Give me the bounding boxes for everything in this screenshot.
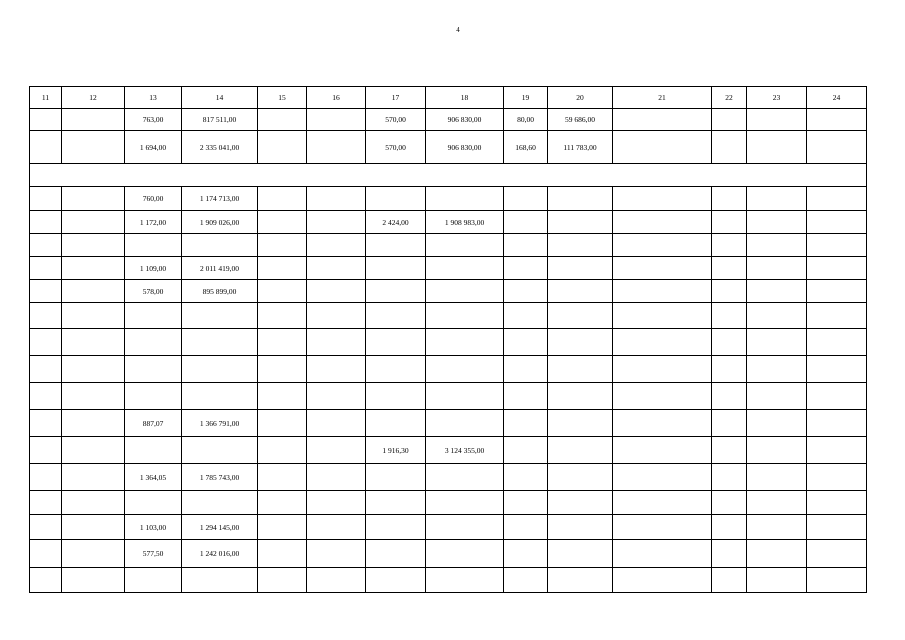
table-cell	[807, 515, 867, 540]
table-cell: 1 364,05	[125, 464, 182, 491]
table-cell	[307, 540, 366, 568]
table-cell: 1 174 713,00	[182, 187, 258, 211]
table-cell	[30, 568, 62, 593]
table-row	[30, 303, 867, 329]
table-cell: 1 294 145,00	[182, 515, 258, 540]
table-cell	[747, 303, 807, 329]
column-header: 15	[258, 87, 307, 109]
column-header: 20	[548, 87, 613, 109]
table-cell	[712, 257, 747, 280]
table-cell	[548, 234, 613, 257]
table-cell: 1 785 743,00	[182, 464, 258, 491]
table-cell	[504, 257, 548, 280]
table-cell	[504, 515, 548, 540]
table-cell	[613, 356, 712, 383]
table-cell	[712, 187, 747, 211]
table-cell	[747, 437, 807, 464]
table-row	[30, 410, 867, 437]
table-cell	[613, 437, 712, 464]
table-cell	[62, 540, 125, 568]
table-cell	[258, 234, 307, 257]
table-row	[30, 464, 867, 491]
table-cell	[747, 257, 807, 280]
table-cell	[30, 187, 62, 211]
column-header: 17	[366, 87, 426, 109]
table-cell	[807, 257, 867, 280]
table-cell	[307, 515, 366, 540]
table-row	[30, 437, 867, 464]
table-cell	[747, 234, 807, 257]
table-cell: 2 335 041,00	[182, 131, 258, 164]
table-cell	[712, 303, 747, 329]
table-cell	[258, 303, 307, 329]
table-cell	[747, 131, 807, 164]
table-cell	[747, 109, 807, 131]
table-cell	[258, 437, 307, 464]
table-cell	[182, 568, 258, 593]
table-cell	[613, 410, 712, 437]
table-cell	[807, 131, 867, 164]
table-row	[30, 257, 867, 280]
table-cell	[62, 491, 125, 515]
table-cell: 763,00	[125, 109, 182, 131]
table-cell	[30, 257, 62, 280]
table-cell	[504, 356, 548, 383]
table-cell	[426, 491, 504, 515]
table-row	[30, 515, 867, 540]
table-cell	[30, 437, 62, 464]
table-cell: 895 899,00	[182, 280, 258, 303]
table-cell	[30, 515, 62, 540]
table-cell	[125, 329, 182, 356]
table-cell	[426, 329, 504, 356]
table-cell	[307, 410, 366, 437]
table-cell	[712, 410, 747, 437]
table-cell	[613, 329, 712, 356]
table-cell	[807, 437, 867, 464]
table-cell	[548, 257, 613, 280]
table-cell	[504, 437, 548, 464]
table-cell	[504, 491, 548, 515]
table-cell: 578,00	[125, 280, 182, 303]
table-cell	[613, 131, 712, 164]
table-cell	[62, 187, 125, 211]
table-cell	[548, 491, 613, 515]
table-cell	[548, 568, 613, 593]
table-cell	[712, 356, 747, 383]
table-cell	[504, 383, 548, 410]
table-cell	[426, 383, 504, 410]
table-cell	[30, 109, 62, 131]
table-cell	[807, 187, 867, 211]
table-cell	[30, 131, 62, 164]
table-cell	[258, 329, 307, 356]
table-cell	[307, 303, 366, 329]
table-cell	[258, 356, 307, 383]
table-cell	[712, 491, 747, 515]
table-cell	[258, 568, 307, 593]
column-header: 18	[426, 87, 504, 109]
table-cell	[307, 356, 366, 383]
table-cell	[366, 280, 426, 303]
table-cell	[258, 280, 307, 303]
table-cell	[747, 187, 807, 211]
table-cell	[307, 383, 366, 410]
table-cell	[548, 187, 613, 211]
table-cell	[504, 234, 548, 257]
table-row	[30, 131, 867, 164]
table-cell	[807, 303, 867, 329]
table-cell	[807, 383, 867, 410]
table-cell	[62, 234, 125, 257]
table-cell	[30, 303, 62, 329]
table-cell	[307, 234, 366, 257]
table-cell	[125, 568, 182, 593]
table-cell	[807, 280, 867, 303]
table-cell	[307, 568, 366, 593]
table-cell	[504, 187, 548, 211]
table-cell	[258, 515, 307, 540]
table-cell	[613, 280, 712, 303]
table-cell	[426, 410, 504, 437]
table-cell	[426, 234, 504, 257]
table-cell	[426, 257, 504, 280]
table-cell	[366, 329, 426, 356]
table-cell	[62, 257, 125, 280]
table-cell	[712, 329, 747, 356]
table-cell: 1 366 791,00	[182, 410, 258, 437]
table-cell	[62, 329, 125, 356]
table-cell: 1 909 026,00	[182, 211, 258, 234]
table-cell	[307, 329, 366, 356]
table-cell	[366, 234, 426, 257]
table-cell	[504, 280, 548, 303]
table-cell	[426, 515, 504, 540]
table-cell	[258, 109, 307, 131]
table-cell	[807, 356, 867, 383]
table-cell	[613, 234, 712, 257]
table-cell	[613, 383, 712, 410]
table-cell	[504, 568, 548, 593]
table-cell	[712, 464, 747, 491]
table-cell	[613, 187, 712, 211]
table-cell	[258, 540, 307, 568]
column-header: 11	[30, 87, 62, 109]
table-cell	[504, 303, 548, 329]
table-cell	[125, 234, 182, 257]
table-cell	[62, 464, 125, 491]
column-header: 24	[807, 87, 867, 109]
table-cell	[182, 303, 258, 329]
table-row	[30, 211, 867, 234]
table-cell	[62, 280, 125, 303]
table-cell	[62, 211, 125, 234]
table-row	[30, 234, 867, 257]
table-cell	[548, 464, 613, 491]
table-cell	[747, 356, 807, 383]
table-cell	[366, 187, 426, 211]
table-row	[30, 109, 867, 131]
page-number: 4	[456, 26, 460, 34]
table-cell	[307, 464, 366, 491]
table-cell	[258, 211, 307, 234]
data-table	[29, 86, 867, 593]
table-cell	[712, 540, 747, 568]
table-cell	[712, 211, 747, 234]
table-cell	[125, 383, 182, 410]
table-cell: 577,50	[125, 540, 182, 568]
table-cell	[258, 131, 307, 164]
table-cell	[62, 515, 125, 540]
table-cell	[548, 437, 613, 464]
table-cell	[307, 187, 366, 211]
table-cell	[426, 303, 504, 329]
table-cell: 570,00	[366, 109, 426, 131]
table-cell	[548, 329, 613, 356]
table-cell	[747, 515, 807, 540]
table-cell	[504, 540, 548, 568]
table-cell	[548, 303, 613, 329]
section-cell	[30, 164, 867, 187]
table-cell	[62, 303, 125, 329]
table-cell	[62, 410, 125, 437]
table-cell	[30, 280, 62, 303]
table-cell	[182, 437, 258, 464]
table-cell	[807, 211, 867, 234]
column-header: 16	[307, 87, 366, 109]
table-cell: 760,00	[125, 187, 182, 211]
table-cell	[307, 257, 366, 280]
table-cell	[747, 410, 807, 437]
table-cell	[747, 568, 807, 593]
table-cell: 1 694,00	[125, 131, 182, 164]
table-cell	[712, 568, 747, 593]
table-cell	[613, 515, 712, 540]
table-cell: 168,60	[504, 131, 548, 164]
column-header: 22	[712, 87, 747, 109]
table-cell	[807, 464, 867, 491]
table-cell	[366, 303, 426, 329]
table-cell	[807, 109, 867, 131]
table-cell	[712, 109, 747, 131]
table-cell	[548, 410, 613, 437]
table-cell	[258, 464, 307, 491]
table-cell	[30, 464, 62, 491]
table-cell	[125, 303, 182, 329]
table-cell	[62, 568, 125, 593]
table-cell	[747, 280, 807, 303]
table-cell	[366, 257, 426, 280]
table-cell	[366, 383, 426, 410]
table-cell	[807, 540, 867, 568]
table-row	[30, 280, 867, 303]
table-cell: 80,00	[504, 109, 548, 131]
table-cell	[747, 211, 807, 234]
table-cell: 906 830,00	[426, 109, 504, 131]
table-cell	[712, 131, 747, 164]
table-cell	[613, 568, 712, 593]
table-cell	[30, 211, 62, 234]
table-cell	[182, 356, 258, 383]
table-cell	[712, 280, 747, 303]
table-cell	[366, 464, 426, 491]
table-cell: 1 908 983,00	[426, 211, 504, 234]
table-cell	[426, 280, 504, 303]
table-cell	[366, 491, 426, 515]
column-header: 13	[125, 87, 182, 109]
table-cell	[182, 234, 258, 257]
table-cell	[747, 383, 807, 410]
table-cell	[125, 437, 182, 464]
table-cell: 1 242 016,00	[182, 540, 258, 568]
table-cell	[307, 491, 366, 515]
table-cell: 906 830,00	[426, 131, 504, 164]
table-cell	[62, 383, 125, 410]
table-cell	[426, 464, 504, 491]
table-cell	[366, 515, 426, 540]
table-cell	[307, 280, 366, 303]
table-cell	[366, 540, 426, 568]
table-cell: 1 103,00	[125, 515, 182, 540]
table-cell	[426, 187, 504, 211]
table-cell	[807, 491, 867, 515]
table-cell	[258, 383, 307, 410]
table-cell	[426, 568, 504, 593]
table-row	[30, 491, 867, 515]
table-cell	[712, 515, 747, 540]
header-row	[30, 87, 867, 109]
table-cell: 2 424,00	[366, 211, 426, 234]
table-cell	[747, 329, 807, 356]
table-cell	[307, 109, 366, 131]
table-cell: 3 124 355,00	[426, 437, 504, 464]
table-cell: 59 686,00	[548, 109, 613, 131]
table-cell	[307, 211, 366, 234]
table-row	[30, 383, 867, 410]
table-cell: 817 511,00	[182, 109, 258, 131]
table-cell: 2 011 419,00	[182, 257, 258, 280]
column-header: 23	[747, 87, 807, 109]
table-cell	[747, 540, 807, 568]
table-cell	[30, 234, 62, 257]
table-cell	[712, 383, 747, 410]
table-cell	[426, 540, 504, 568]
table-row	[30, 187, 867, 211]
table-cell	[182, 491, 258, 515]
table-cell	[504, 329, 548, 356]
table-row	[30, 356, 867, 383]
table-cell	[504, 410, 548, 437]
table-row	[30, 540, 867, 568]
table-cell: 1 916,30	[366, 437, 426, 464]
table-cell	[182, 329, 258, 356]
table-cell	[613, 464, 712, 491]
table-cell	[548, 383, 613, 410]
table-cell: 111 783,00	[548, 131, 613, 164]
table-cell	[613, 540, 712, 568]
table-cell	[258, 187, 307, 211]
column-header: 19	[504, 87, 548, 109]
table-cell: 570,00	[366, 131, 426, 164]
table-cell	[125, 356, 182, 383]
table-cell	[504, 211, 548, 234]
column-header: 21	[613, 87, 712, 109]
table-cell	[504, 464, 548, 491]
table-cell	[712, 437, 747, 464]
table-cell	[613, 211, 712, 234]
table-cell	[62, 109, 125, 131]
table-cell	[258, 491, 307, 515]
table-cell	[613, 257, 712, 280]
table-cell	[30, 491, 62, 515]
table-row	[30, 329, 867, 356]
table-cell	[548, 356, 613, 383]
table-cell	[307, 437, 366, 464]
table-cell	[747, 491, 807, 515]
table-cell	[307, 131, 366, 164]
table-cell	[258, 410, 307, 437]
table-cell	[62, 356, 125, 383]
table-cell	[613, 491, 712, 515]
table-cell	[366, 568, 426, 593]
table-cell	[548, 211, 613, 234]
table-cell: 887,07	[125, 410, 182, 437]
table-cell	[30, 383, 62, 410]
table-cell	[712, 234, 747, 257]
table-cell	[62, 131, 125, 164]
table-row	[30, 568, 867, 593]
table-cell	[30, 356, 62, 383]
table-cell	[30, 540, 62, 568]
table-cell	[548, 515, 613, 540]
table-cell	[30, 410, 62, 437]
table-cell	[366, 410, 426, 437]
table-cell	[807, 410, 867, 437]
table-cell	[807, 234, 867, 257]
table-cell	[747, 464, 807, 491]
table-cell	[30, 329, 62, 356]
table-cell	[548, 280, 613, 303]
table-cell	[366, 356, 426, 383]
table-cell	[426, 356, 504, 383]
table-cell: 1 172,00	[125, 211, 182, 234]
section-row	[30, 164, 867, 187]
table-cell	[613, 109, 712, 131]
table-cell	[613, 303, 712, 329]
column-header: 14	[182, 87, 258, 109]
table-cell	[258, 257, 307, 280]
table-cell	[182, 383, 258, 410]
table-cell: 1 109,00	[125, 257, 182, 280]
table-cell	[62, 437, 125, 464]
column-header: 12	[62, 87, 125, 109]
table-cell	[548, 540, 613, 568]
table-cell	[125, 491, 182, 515]
table-cell	[807, 329, 867, 356]
table-cell	[807, 568, 867, 593]
